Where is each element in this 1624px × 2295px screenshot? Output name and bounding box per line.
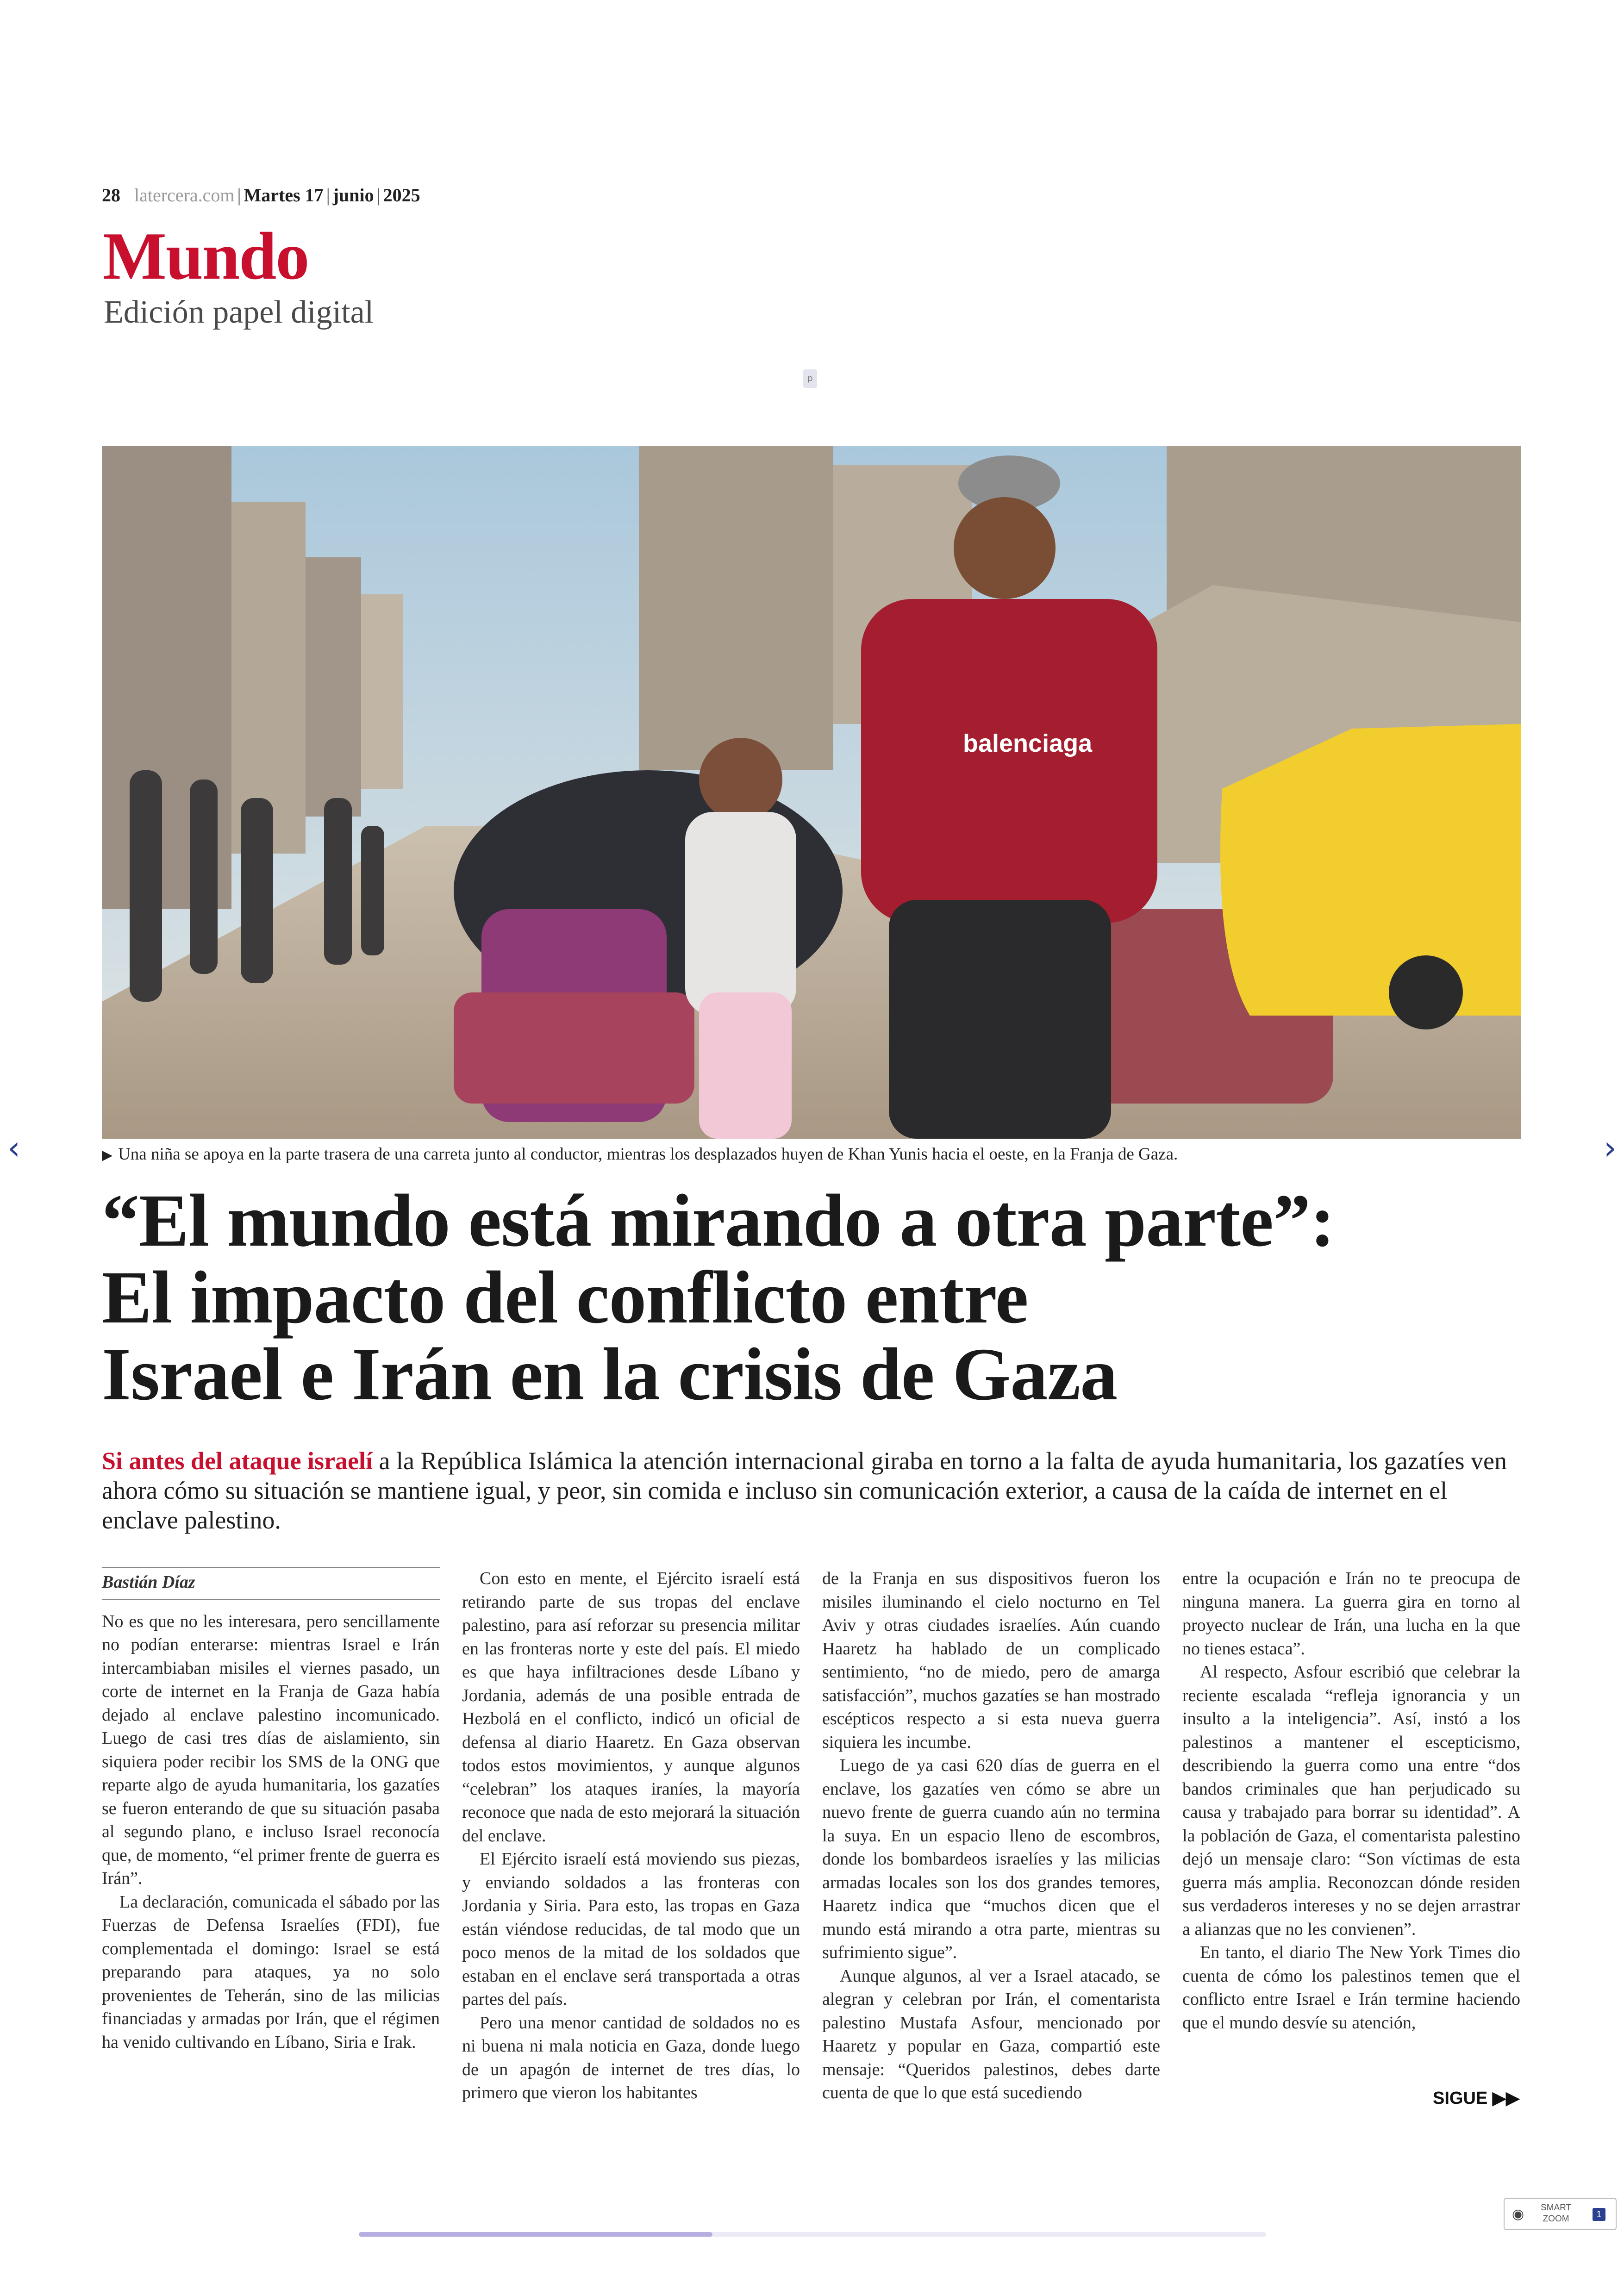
article-column-3 xyxy=(822,1567,1160,2105)
paragraph: El Ejército israelí está moviendo sus piezas, y enviando soldados a las fronteras con Jordania y Siria. Para esto, las tropas en Gaza están viéndose reducidas, de tal modo que un poco menos de la mitad de los soldados que estaban en el enclave será transportada a otras partes del país. xyxy=(462,1849,800,2009)
headline-line: Israel e Irán en la crisis de Gaza xyxy=(102,1333,1118,1416)
smart-zoom-count: 1 xyxy=(1593,2208,1605,2221)
section-title: Mundo xyxy=(103,218,309,293)
date-year: 2025 xyxy=(383,185,420,206)
page-header: 28 latercera.com | Martes 17 | junio | 2025 xyxy=(102,185,420,206)
eye-icon: ◉ xyxy=(1512,2206,1524,2222)
paragraph: de la Franja en sus dispositivos fueron los misiles iluminando el cielo nocturno en Tel Aviv y otras ciudades israelíes. Aún cuando Haaretz ha hablado de un complicado sentimiento, “no de miedo, pero de amarga satisfacción”, muchos gazatíes se han mostrado escépticos respecto a si esta nueva guerra siquiera les incumbe. xyxy=(822,1569,1160,1752)
caption-text: Una niña se apoya en la parte trasera de una carreta junto al conductor, mientras los desplazados huyen de Khan Yunis hacia el oeste, en la Franja de Gaza. xyxy=(118,1145,1178,1164)
article-column-1 xyxy=(102,1567,440,2054)
paragraph: Pero una menor cantidad de soldados no es ni buena ni mala noticia en Gaza, donde luego de un apagón de internet de tres días, lo primero que vieron los habitantes xyxy=(462,2013,800,2102)
deck-lead: Si antes del ataque israelí xyxy=(102,1447,373,1475)
headline-line: El impacto del conflicto entre xyxy=(102,1256,1028,1339)
smart-zoom-label: SMART ZOOM xyxy=(1541,2203,1572,2224)
photo-illustration xyxy=(102,446,1521,1139)
paragraph: Al respecto, Asfour escribió que celebrar la reciente escalada “refleja ignorancia y un insulto a la inteligencia”. Así, instó a los palestinos a mantener el escepticismo, describiendo la guerra como una entre “dos bandos criminales que han perjudicado su causa y trabajado para borrar su identidad”. A la población de Gaza, el comentarista palestino dejó un mensaje claro: “Son víctimas de esta guerra más amplia. Reconozcan dónde residen sus verdaderos intereses y no se dejen arrastrar a alianzas que no les convienen”. xyxy=(1182,1662,1520,1939)
headline xyxy=(102,1179,1528,1416)
byline: Bastián Díaz xyxy=(102,1567,440,1600)
paragraph: La declaración, comunicada el sábado por las Fuerzas de Defensa Israelíes (FDI), fue complementada el domingo: Israel se está preparando para ataques, ya no solo provenientes de Teherán, sino de las milicias financiadas y armadas por Irán, que el régimen ha venido cultivando en Líbano, Siria e Irak. xyxy=(102,1892,440,2052)
date-day: Martes 17 xyxy=(244,185,324,206)
edition-subtitle: Edición papel digital xyxy=(104,294,374,330)
caption-triangle-icon: ▶ xyxy=(102,1147,113,1163)
photo-caption xyxy=(102,1144,1178,1164)
paragraph: Luego de ya casi 620 días de guerra en el enclave, los gazatíes ven cómo se abre un nuevo frente de guerra cuando aún no termina la suya. En un espacio lleno de escombros, donde los bombardeos israelíes y las milicias armadas locales son los dos grandes temores, Haaretz indica que “muchos dicen que el mundo está mirando a otra parte, mientras su sufrimiento sigue”. xyxy=(822,1756,1160,1962)
paragraph: entre la ocupación e Irán no te preocupa de ninguna manera. La guerra gira en torno al proyecto nuclear de Irán, una lucha en la que no tienes estaca”. xyxy=(1182,1569,1520,1659)
chevron-right-icon[interactable]: › xyxy=(1604,1129,1617,1167)
headline-line: “El mundo está mirando a otra parte”: xyxy=(102,1179,1335,1262)
paragraph: En tanto, el diario The New York Times dio cuenta de cómo los palestinos temen que el conflicto entre Israel e Irán termine haciendo que el mundo desvíe su atención, xyxy=(1182,1943,1520,2033)
date-month: junio xyxy=(332,185,374,206)
article-column-4 xyxy=(1182,1567,1520,2034)
paragraph: Aunque algunos, al ver a Israel atacado, se alegran y celebran por Irán, el comentarista palestino Mustafa Asfour, mencionado por Haaretz y popular en Gaza, compartió este mensaje: “Queridos palestinos, debes darte cuenta de que lo que está sucediendo xyxy=(822,1966,1160,2102)
page-marker-icon[interactable]: p xyxy=(803,369,817,388)
smart-zoom-button[interactable] xyxy=(1504,2198,1617,2230)
progress-fill xyxy=(359,2232,712,2237)
site-name: latercera.com xyxy=(134,185,235,206)
article-column-2 xyxy=(462,1567,800,2105)
chevron-left-icon[interactable]: ‹ xyxy=(7,1129,20,1167)
shirt-text: balenciaga xyxy=(963,730,1093,757)
article-deck xyxy=(102,1446,1528,1535)
page-number: 28 xyxy=(102,185,120,206)
reading-progress-bar[interactable] xyxy=(359,2232,1266,2237)
paragraph: Con esto en mente, el Ejército israelí está retirando parte de sus tropas del enclave palestino, para así reforzar su presencia militar en las fronteras norte y este del país. El miedo es que haya infiltraciones desde Líbano y Jordania, además de una posible entrada de Hezbolá en el conflicto, indicó un oficial de defensa al diario Haaretz. En Gaza observan todos estos movimientos, y aunque algunos “celebran” los ataques iraníes, la mayoría reconoce que nada de esto mejorará la situación del enclave. xyxy=(462,1569,800,1846)
article-photo xyxy=(102,446,1521,1139)
continue-link[interactable]: SIGUE ▶▶ xyxy=(1433,2089,1520,2108)
deck-text: a la República Islámica la atención internacional giraba en torno a la falta de ayuda humanitaria, los gazatíes ven ahora cómo su situación se mantiene igual, y peor, sin comida e incluso sin comunicación exterior, a causa de la caída de internet en el enclave palestino. xyxy=(102,1447,1507,1534)
paragraph: No es que no les interesara, pero sencillamente no podían enterarse: mientras Israel e Irán intercambiaban misiles el viernes pasado, un corte de internet en la Franja de Gaza había dejado al enclave palestino incomunicado. Luego de casi tres días de aislamiento, sin siquiera poder recibir los SMS de la ONG que reparte algo de ayuda humanitaria, los gazatíes se fueron enterando de que su situación pasaba al segundo plano, e incluso Israel reconocía que, de momento, “el primer frente de guerra es Irán”. xyxy=(102,1611,440,1888)
